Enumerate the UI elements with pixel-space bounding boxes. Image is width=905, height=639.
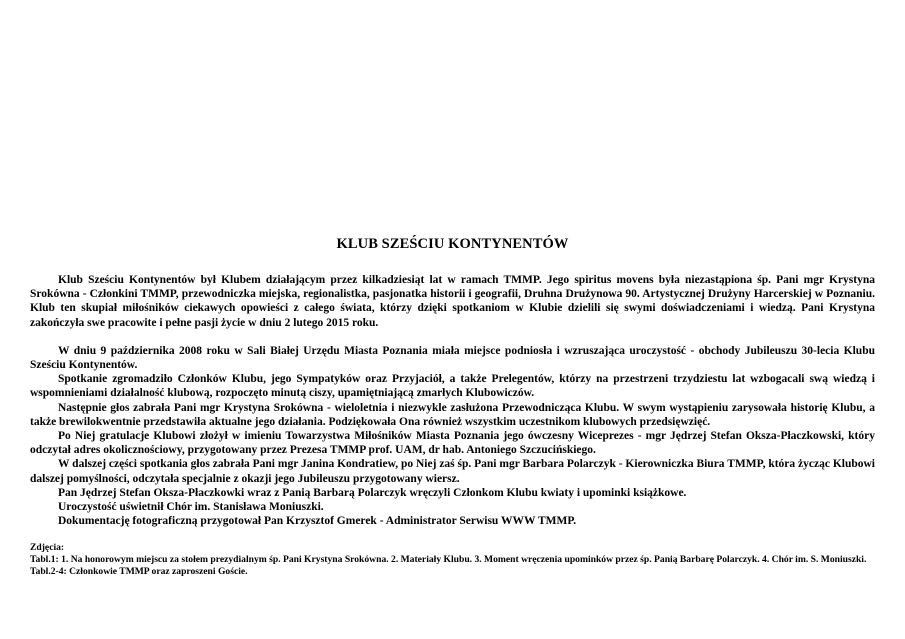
paragraph-further-speeches: W dalszej części spotkania głos zabrała Pani mgr Janina Kondratiew, po Niej zaś śp. Pani mgr Barbara Polarczyk - Kierowniczka Biura TMMP, która życząc Klubowi dalszej pomyślności, odczytała specjalnie z okazji jego Jubileuszu przygotowany wiersz. bbox=[30, 458, 876, 485]
paragraph-congratulations: Po Niej gratulacje Klubowi złożył w imieniu Towarzystwa Miłośników Miasta Poznania jego ówczesny Wiceprezes - mgr Jędrzej Stefan Oksza-Płaczkowski, który odczytał adres okolicznościowy, przygotowany przez Prezesa TMMP prof. UAM, dr hab. Antoniego Szczucińskiego. bbox=[30, 430, 875, 457]
paragraph-meeting: Spotkanie zgromadziło Członków Klubu, jego Sympatyków oraz Przyjaciół, a także Prelegentów, którzy na przestrzeni trzydziestu lat wzbogacali swą wiedzą i wspomnieniami działalność klubową, rozpoczęto minutą ciszy, upamiętniającą zmarłych Klubowiczów. bbox=[30, 373, 875, 400]
paragraph-anniversary: W dniu 9 października 2008 roku w Sali Białej Urzędu Miasta Poznania miała miejsce podniosła i wzruszająca uroczystość - obchody Jubileuszu 30-lecia Klubu Sześciu Kontynentów. bbox=[30, 344, 875, 372]
paragraph-choir: Uroczystość uświetnił Chór im. Stanisława Moniuszki. bbox=[58, 501, 324, 514]
caption-tables-2-4: Tabl.2-4: Członkowie TMMP oraz zaproszeni Goście. bbox=[30, 566, 248, 578]
paragraph-chairwoman: Następnie głos zabrała Pani mgr Krystyna Srokówna - wieloletnia i niezwykle zasłużona Przewodnicząca Klubu. W swym wystąpieniu zarysowała historię Klubu, a także brewilokwentnie przedstawiła aktualne jego działania. Podziękowała Ona również wszystkim uczestnikom klubowych przedsięwzięć. bbox=[30, 401, 875, 428]
paragraph-photos: Dokumentację fotograficzną przygotował Pan Krzysztof Gmerek - Administrator Serwisu WWW TMMP. bbox=[58, 515, 577, 528]
photo-captions bbox=[30, 542, 875, 578]
paragraph-spacer bbox=[30, 330, 875, 344]
paragraph-gifts: Pan Jędrzej Stefan Oksza-Płaczkowki wraz z Panią Barbarą Polarczyk wręczyli Członkom Klubu kwiaty i upominki książkowe. bbox=[58, 486, 687, 499]
document-title: KLUB SZEŚCIU KONTYNENTÓW bbox=[336, 236, 569, 252]
intro-paragraph: Klub Sześciu Kontynentów był Klubem działającym przez kilkadziesiąt lat w ramach TMMP. Jego spiritus movens była niezastąpiona śp. Pani mgr Krystyna Srokówna - Członkini TMMP, przewodniczka miejska, regionalistka, pasjonatka historii i geografii, Druhna Drużynowa 90. Artystycznej Drużyny Harcerskiej w Poznaniu. Klub ten skupiał miłośników ciekawych opowieści z całego świata, którzy dzięki spotkaniom w Klubie dzielili się swymi doświadczeniami i wiedzą. Pani Krystyna zakończyła swe pracowite i pełne pasji życie w dniu 2 lutego 2015 roku. bbox=[30, 274, 875, 329]
captions-heading: Zdjęcia: bbox=[30, 542, 65, 554]
caption-table-1: Tabl.1: 1. Na honorowym miejscu za stołem prezydialnym śp. Pani Krystyna Srokówna. 2. Materiały Klubu. 3. Moment wręczenia upominków przez śp. Panią Barbarę Polarczyk. 4. Chór im. S. Moniuszki. bbox=[30, 554, 867, 566]
document-page bbox=[30, 236, 875, 578]
